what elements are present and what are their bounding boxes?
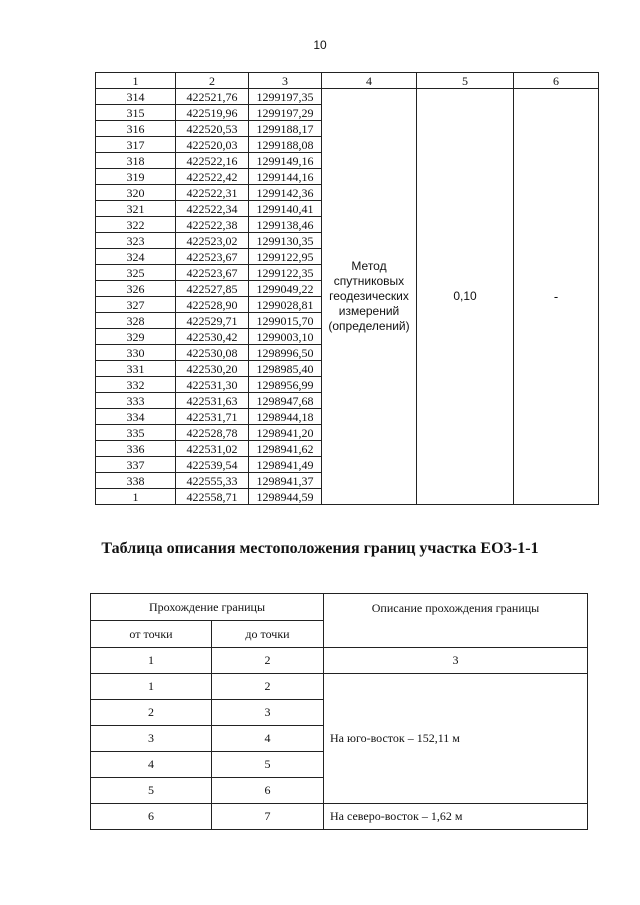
point-number: 328 [96,313,176,329]
point-number: 320 [96,185,176,201]
coord-y: 1299028,81 [249,297,322,313]
page-number: 10 [313,38,327,52]
to-point: 3 [212,700,324,726]
point-number: 334 [96,409,176,425]
boundary-colnum-row [91,648,588,674]
point-number: 321 [96,201,176,217]
coord-x: 422523,67 [176,249,249,265]
coord-y: 1299188,17 [249,121,322,137]
from-point: 3 [91,726,212,752]
coord-y: 1299122,95 [249,249,322,265]
to-point: 5 [212,752,324,778]
point-number: 336 [96,441,176,457]
to-point: 7 [212,804,324,830]
boundary-row [91,674,588,700]
boundary-description: На северо-восток – 1,62 м [324,804,588,830]
coord-y: 1299197,29 [249,105,322,121]
from-point: 5 [91,778,212,804]
measurement-method: Метод спутниковых геодезических измерений (определений) [322,89,417,505]
coord-x: 422528,90 [176,297,249,313]
colnum-1: 1 [91,648,212,674]
coord-x: 422520,03 [176,137,249,153]
header-cell-3: 3 [249,73,322,89]
coord-y: 1299197,35 [249,89,322,105]
coord-y: 1299140,41 [249,201,322,217]
colnum-2: 2 [212,648,324,674]
coord-y: 1298985,40 [249,361,322,377]
point-number: 338 [96,473,176,489]
from-point: 4 [91,752,212,778]
coordinates-table-body [96,73,599,505]
coord-y: 1299003,10 [249,329,322,345]
coord-x: 422531,71 [176,409,249,425]
coord-y: 1298941,62 [249,441,322,457]
col6-value: - [514,89,599,505]
coord-x: 422529,71 [176,313,249,329]
coord-x: 422539,54 [176,457,249,473]
coord-x: 422531,02 [176,441,249,457]
coord-x: 422521,76 [176,89,249,105]
coord-x: 422527,85 [176,281,249,297]
coord-y: 1298941,49 [249,457,322,473]
point-number: 332 [96,377,176,393]
from-point: 2 [91,700,212,726]
header-row [96,73,599,89]
coord-y: 1299138,46 [249,217,322,233]
coord-x: 422522,34 [176,201,249,217]
coord-y: 1298947,68 [249,393,322,409]
boundary-row [91,804,588,830]
header-cell-5: 5 [417,73,514,89]
point-number: 333 [96,393,176,409]
coord-y: 1298941,20 [249,425,322,441]
coord-y: 1299049,22 [249,281,322,297]
point-number: 1 [96,489,176,505]
point-number: 325 [96,265,176,281]
coord-x: 422520,53 [176,121,249,137]
coord-y: 1298996,50 [249,345,322,361]
point-number: 326 [96,281,176,297]
point-number: 331 [96,361,176,377]
coord-x: 422555,33 [176,473,249,489]
coord-y: 1298941,37 [249,473,322,489]
coord-x: 422558,71 [176,489,249,505]
point-number: 314 [96,89,176,105]
point-number: 324 [96,249,176,265]
coord-x: 422531,30 [176,377,249,393]
coord-y: 1298944,59 [249,489,322,505]
header-cell-1: 1 [96,73,176,89]
coord-x: 422522,31 [176,185,249,201]
point-number: 330 [96,345,176,361]
coord-x: 422522,42 [176,169,249,185]
to-point: 2 [212,674,324,700]
coord-y: 1298944,18 [249,409,322,425]
coordinates-table [95,72,599,505]
coord-x: 422519,96 [176,105,249,121]
coord-y: 1299130,35 [249,233,322,249]
coord-x: 422531,63 [176,393,249,409]
coord-y: 1299144,16 [249,169,322,185]
coord-x: 422522,16 [176,153,249,169]
point-number: 327 [96,297,176,313]
to-point: 6 [212,778,324,804]
coord-x: 422523,02 [176,233,249,249]
from-point: 1 [91,674,212,700]
coord-x: 422522,38 [176,217,249,233]
coord-y: 1299149,16 [249,153,322,169]
from-point-header: от точки [91,621,212,648]
to-point-header: до точки [212,621,324,648]
boundary-description: На юго-восток – 152,11 м [324,674,588,804]
colnum-3: 3 [324,648,588,674]
coord-y: 1299188,08 [249,137,322,153]
point-number: 319 [96,169,176,185]
to-point: 4 [212,726,324,752]
section-title: Таблица описания местоположения границ участка ЕОЗ-1-1 [101,540,539,557]
boundary-table [90,593,588,830]
coord-y: 1299015,70 [249,313,322,329]
coord-x: 422528,78 [176,425,249,441]
point-number: 316 [96,121,176,137]
coord-x: 422530,42 [176,329,249,345]
point-number: 335 [96,425,176,441]
from-point: 6 [91,804,212,830]
header-cell-6: 6 [514,73,599,89]
point-number: 322 [96,217,176,233]
coord-y: 1299142,36 [249,185,322,201]
point-number: 315 [96,105,176,121]
point-number: 317 [96,137,176,153]
header-cell-2: 2 [176,73,249,89]
coord-x: 422530,20 [176,361,249,377]
coordinate-row [96,89,599,105]
coord-x: 422523,67 [176,265,249,281]
description-header: Описание прохождения границы [324,594,588,648]
boundary-header-row [91,594,588,621]
point-number: 329 [96,329,176,345]
accuracy-value: 0,10 [417,89,514,505]
coord-y: 1299122,35 [249,265,322,281]
coord-x: 422530,08 [176,345,249,361]
point-number: 337 [96,457,176,473]
coord-y: 1298956,99 [249,377,322,393]
header-cell-4: 4 [322,73,417,89]
point-number: 318 [96,153,176,169]
passage-header: Прохождение границы [91,594,324,621]
point-number: 323 [96,233,176,249]
